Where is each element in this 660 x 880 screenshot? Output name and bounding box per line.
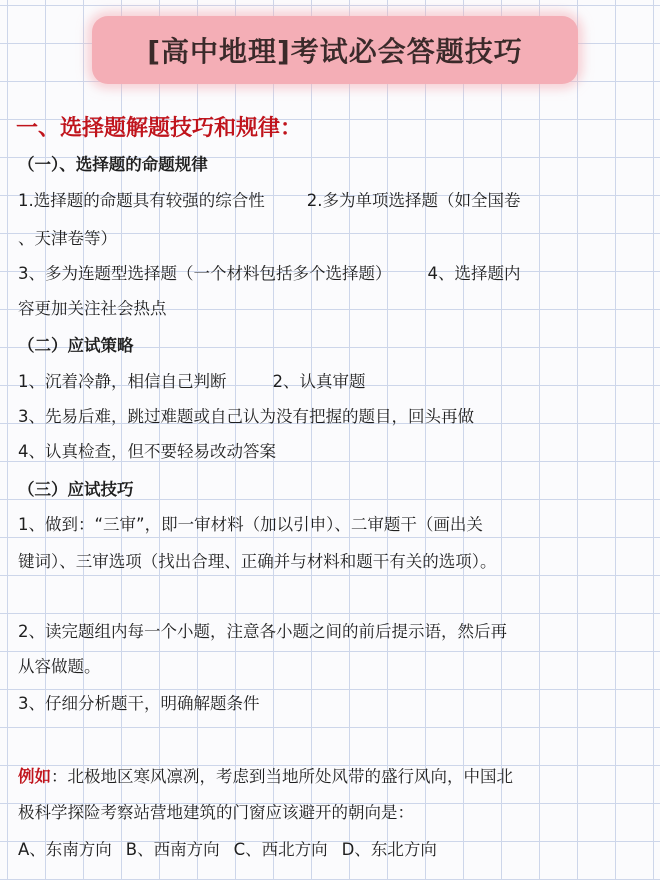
list-item: 、天津卷等） [18, 229, 117, 248]
list-item: 1.选择题的命题具有较强的综合性 [18, 191, 265, 210]
text-line [18, 370, 366, 394]
list-item: 容更加关注社会热点 [18, 299, 167, 318]
list-item: 键词）、三审选项（找出合理、正确并与材料和题干有关的选项）。 [18, 552, 497, 571]
list-item: 2、读完题组内每一个小题，注意各小题之间的前后提示语，然后再 [18, 622, 507, 641]
list-item: 3、多为连题型选择题（一个材料包括多个选择题） [18, 264, 392, 283]
list-item: 1、做到：“三审”，即一审材料（加以引申）、二审题干（画出关 [18, 515, 483, 534]
list-item: 2、认真审题 [272, 372, 366, 391]
page-title: [高中地理]考试必会答题技巧 [147, 35, 523, 68]
list-item: 从容做题。 [18, 657, 101, 676]
list-item: 3、仔细分析题干，明确解题条件 [18, 694, 260, 713]
example-question [18, 765, 513, 789]
list-item: 2.多为单项选择题（如全国卷 [306, 191, 521, 210]
sub-heading-2: （二）应试策略 [18, 336, 134, 355]
text-line [18, 262, 521, 286]
option-c: C、西北方向 [233, 840, 328, 859]
example-label: 例如 [18, 767, 51, 786]
text-line [18, 189, 521, 213]
sub-heading-3: （三）应试技巧 [18, 480, 134, 499]
title-banner [92, 16, 578, 84]
option-a: A、东南方向 [18, 840, 112, 859]
option-b: B、西南方向 [125, 840, 220, 859]
sub-heading-1: （一）、选择题的命题规律 [18, 155, 208, 174]
option-d: D、东北方向 [341, 840, 437, 859]
example-text: ：北极地区寒风凛冽，考虑到当地所处风带的盛行风向，中国北 [51, 767, 513, 786]
list-item: 4、认真检查，但不要轻易改动答案 [18, 442, 276, 461]
list-item: 1、沉着冷静，相信自己判断 [18, 372, 227, 391]
example-text: 极科学探险考察站营地建筑的门窗应该避开的朝向是： [18, 803, 414, 822]
answer-options [18, 838, 437, 862]
section-heading: 一、选择题解题技巧和规律： [16, 116, 303, 141]
list-item: 4、选择题内 [427, 264, 521, 283]
list-item: 3、先易后难，跳过难题或自己认为没有把握的题目，回头再做 [18, 407, 474, 426]
